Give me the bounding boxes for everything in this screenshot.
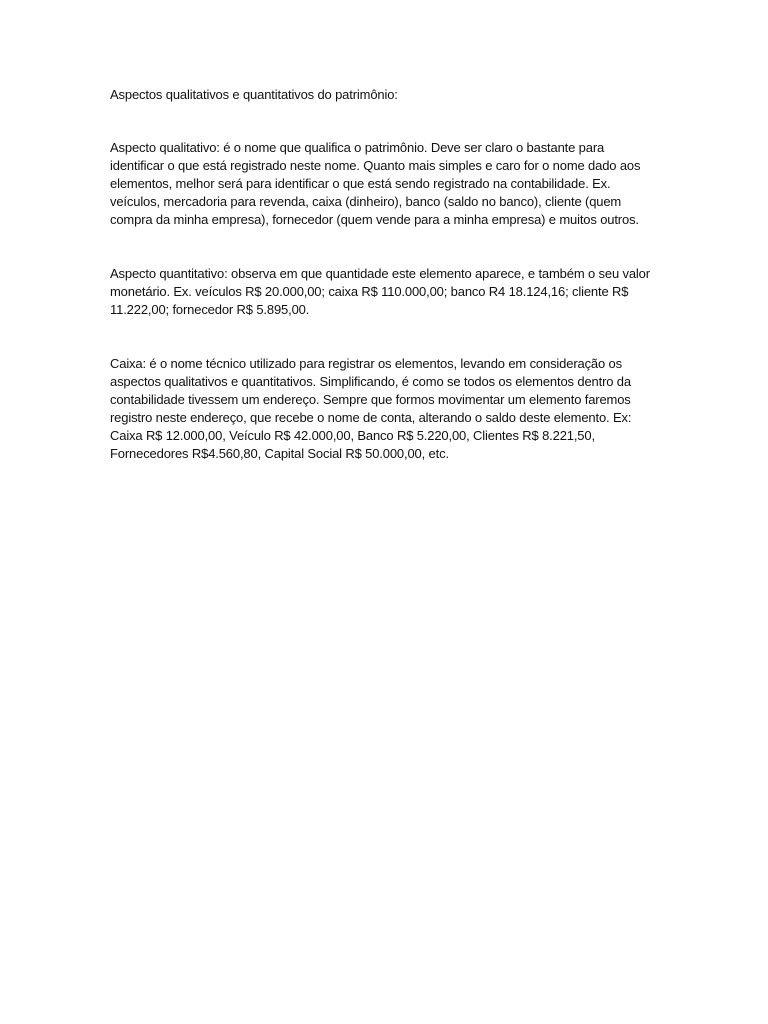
document-heading: Aspectos qualitativos e quantitativos do patrimônio: — [110, 87, 398, 102]
document-content — [110, 86, 658, 463]
paragraph-quantitative-aspect: Aspecto quantitativo: observa em que quantidade este elemento aparece, e também o seu valor monetário. Ex. veículos R$ 20.000,00; caixa R$ 110.000,00; banco R4 18.124,16; cliente R$ 11.222,00; fornecedor R$ 5.895,00. — [110, 266, 650, 317]
paragraph-cash-account: Caixa: é o nome técnico utilizado para registrar os elementos, levando em consideração os aspectos qualitativos e quantitativos. Simplificando, é como se todos os elementos dentro da contabilidade tivessem um endereço. Sempre que formos movimentar um elemento faremos registro neste endereço, que recebe o nome de conta, alterando o saldo deste elemento. Ex: Caixa R$ 12.000,00, Veículo R$ 42.000,00, Banco R$ 5.220,00, Clientes R$ 8.221,50, Fornecedores R$4.560,80, Capital Social R$ 50.000,00, etc. — [110, 356, 632, 461]
paragraph-qualitative-aspect: Aspecto qualitativo: é o nome que qualifica o patrimônio. Deve ser claro o bastante para identificar o que está registrado neste nome. Quanto mais simples e caro for o nome dado aos elementos, melhor será para identificar o que está sendo registrado na contabilidade. Ex. veículos, mercadoria para revenda, caixa (dinheiro), banco (saldo no banco), cliente (quem compra da minha empresa), fornecedor (quem vende para a minha empresa) e muitos outros. — [110, 140, 641, 227]
